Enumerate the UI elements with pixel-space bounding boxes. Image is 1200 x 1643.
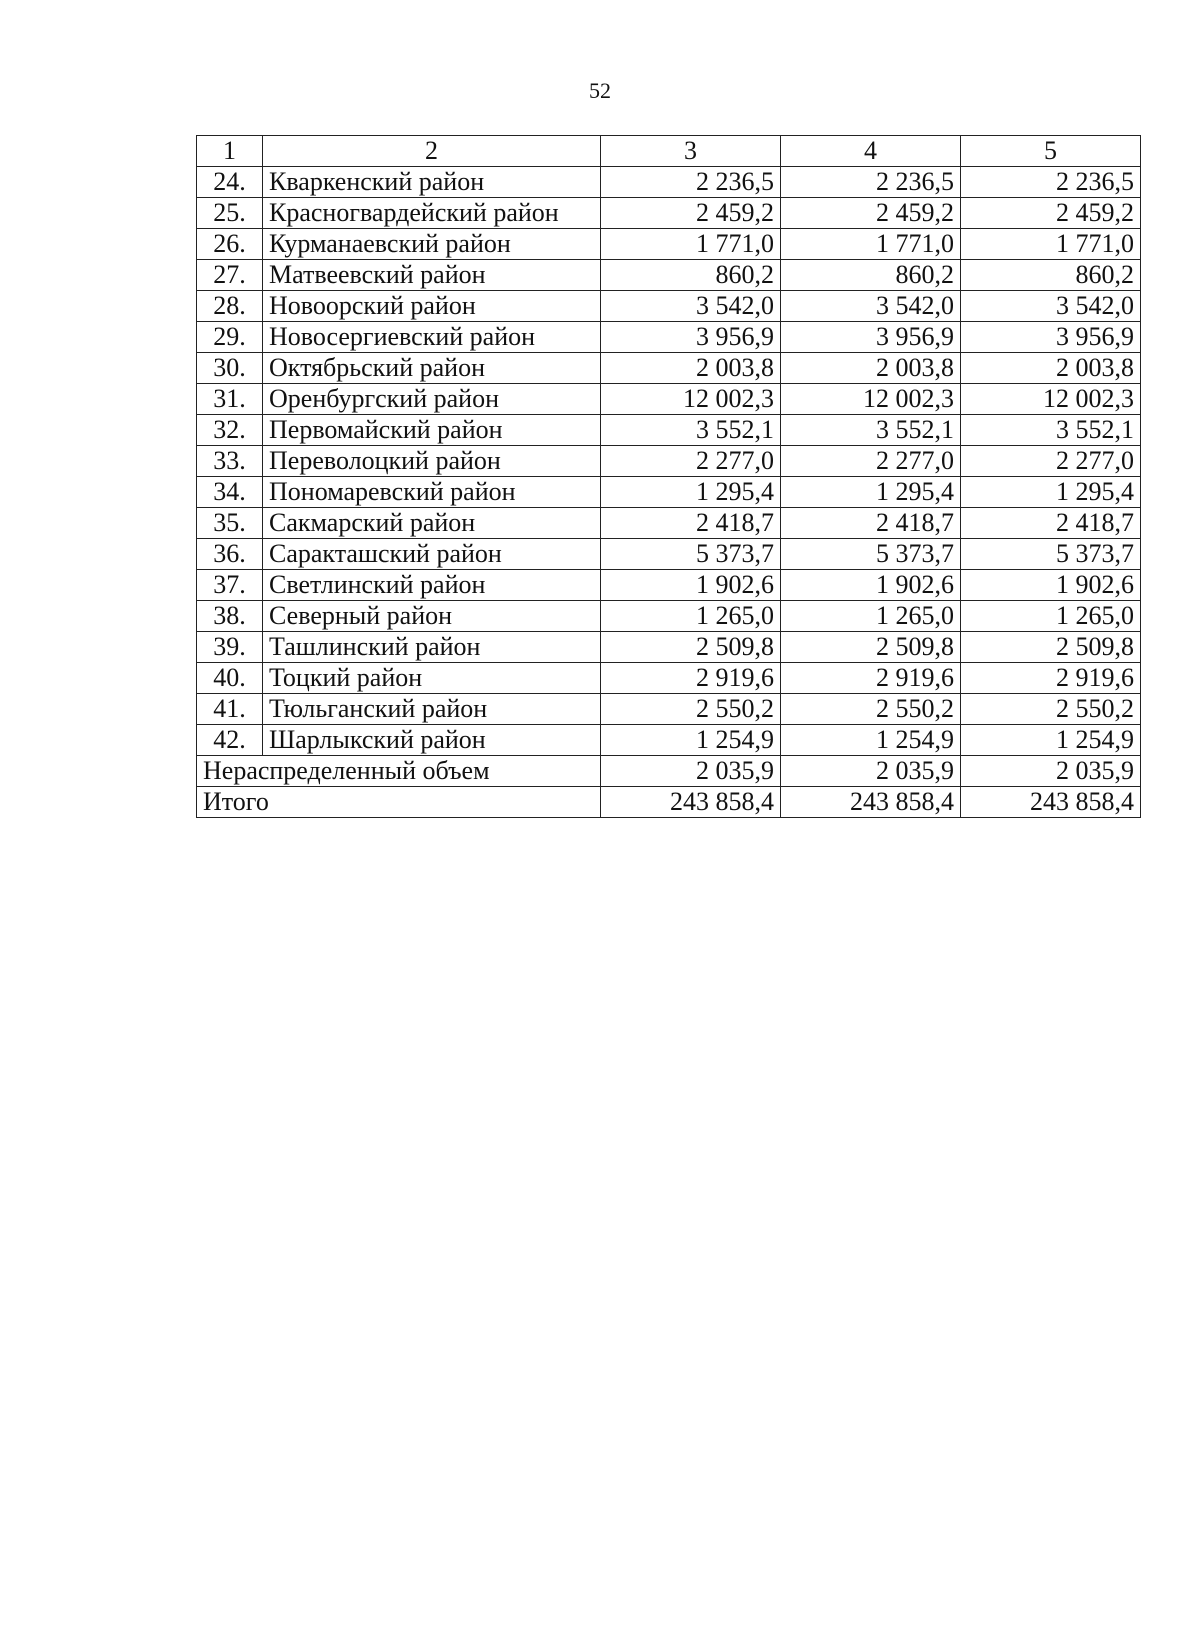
value-col-5: 243 858,4: [961, 787, 1141, 818]
value-col-5: 860,2: [961, 260, 1141, 291]
value-col-4: 1 295,4: [781, 477, 961, 508]
value-col-3: 2 919,6: [601, 663, 781, 694]
row-number: 36.: [197, 539, 263, 570]
table-row: [197, 694, 1141, 725]
district-name: Ташлинский район: [263, 632, 601, 663]
column-number-row: [197, 136, 1141, 167]
row-number: 26.: [197, 229, 263, 260]
value-col-5: 3 542,0: [961, 291, 1141, 322]
row-number: 38.: [197, 601, 263, 632]
row-number: 40.: [197, 663, 263, 694]
unallocated-label: Нераспределенный объем: [197, 756, 601, 787]
unallocated-row: [197, 756, 1141, 787]
row-number: 29.: [197, 322, 263, 353]
district-name: Оренбургский район: [263, 384, 601, 415]
value-col-4: 1 902,6: [781, 570, 961, 601]
value-col-4: 2 236,5: [781, 167, 961, 198]
value-col-3: 2 277,0: [601, 446, 781, 477]
value-col-5: 1 265,0: [961, 601, 1141, 632]
table-row: [197, 446, 1141, 477]
value-col-4: 2 459,2: [781, 198, 961, 229]
value-col-3: 3 552,1: [601, 415, 781, 446]
value-col-4: 2 919,6: [781, 663, 961, 694]
value-col-4: 1 265,0: [781, 601, 961, 632]
total-label: Итого: [197, 787, 601, 818]
table-row: [197, 415, 1141, 446]
value-col-3: 2 418,7: [601, 508, 781, 539]
value-col-4: 3 552,1: [781, 415, 961, 446]
value-col-3: 3 956,9: [601, 322, 781, 353]
value-col-5: 2 035,9: [961, 756, 1141, 787]
value-col-5: 2 236,5: [961, 167, 1141, 198]
table-row: [197, 477, 1141, 508]
value-col-3: 860,2: [601, 260, 781, 291]
table-row: [197, 353, 1141, 384]
table-row: [197, 198, 1141, 229]
value-col-5: 2 418,7: [961, 508, 1141, 539]
value-col-3: 1 254,9: [601, 725, 781, 756]
page-number: 52: [589, 78, 611, 103]
value-col-4: 860,2: [781, 260, 961, 291]
value-col-3: 2 236,5: [601, 167, 781, 198]
value-col-4: 2 277,0: [781, 446, 961, 477]
table-row: [197, 167, 1141, 198]
row-number: 25.: [197, 198, 263, 229]
district-name: Кваркенский район: [263, 167, 601, 198]
table-row: [197, 570, 1141, 601]
table-row: [197, 260, 1141, 291]
table-row: [197, 663, 1141, 694]
district-name: Новоорский район: [263, 291, 601, 322]
value-col-5: 3 956,9: [961, 322, 1141, 353]
row-number: 31.: [197, 384, 263, 415]
row-number: 41.: [197, 694, 263, 725]
value-col-5: 1 254,9: [961, 725, 1141, 756]
value-col-4: 3 542,0: [781, 291, 961, 322]
value-col-3: 12 002,3: [601, 384, 781, 415]
value-col-5: 2 277,0: [961, 446, 1141, 477]
value-col-3: 2 003,8: [601, 353, 781, 384]
value-col-4: 243 858,4: [781, 787, 961, 818]
value-col-4: 2 550,2: [781, 694, 961, 725]
table-row: [197, 539, 1141, 570]
value-col-5: 12 002,3: [961, 384, 1141, 415]
district-name: Переволоцкий район: [263, 446, 601, 477]
district-name: Новосергиевский район: [263, 322, 601, 353]
value-col-4: 2 003,8: [781, 353, 961, 384]
district-name: Матвеевский район: [263, 260, 601, 291]
district-name: Первомайский район: [263, 415, 601, 446]
value-col-4: 2 418,7: [781, 508, 961, 539]
table-row: [197, 725, 1141, 756]
table-row: [197, 632, 1141, 663]
value-col-4: 3 956,9: [781, 322, 961, 353]
row-number: 28.: [197, 291, 263, 322]
table-row: [197, 384, 1141, 415]
value-col-4: 2 035,9: [781, 756, 961, 787]
value-col-3: 243 858,4: [601, 787, 781, 818]
table-row: [197, 229, 1141, 260]
value-col-3: 2 459,2: [601, 198, 781, 229]
value-col-3: 1 902,6: [601, 570, 781, 601]
row-number: 32.: [197, 415, 263, 446]
value-col-3: 2 550,2: [601, 694, 781, 725]
district-name: Северный район: [263, 601, 601, 632]
row-number: 24.: [197, 167, 263, 198]
column-number-header: 5: [961, 136, 1141, 167]
column-number-header: 4: [781, 136, 961, 167]
value-col-5: 1 295,4: [961, 477, 1141, 508]
value-col-5: 3 552,1: [961, 415, 1141, 446]
table-row: [197, 601, 1141, 632]
district-name: Сакмарский район: [263, 508, 601, 539]
table-row: [197, 322, 1141, 353]
district-name: Саракташский район: [263, 539, 601, 570]
value-col-4: 1 771,0: [781, 229, 961, 260]
value-col-3: 2 509,8: [601, 632, 781, 663]
value-col-3: 1 771,0: [601, 229, 781, 260]
district-name: Тюльганский район: [263, 694, 601, 725]
value-col-5: 1 771,0: [961, 229, 1141, 260]
column-number-header: 3: [601, 136, 781, 167]
value-col-3: 2 035,9: [601, 756, 781, 787]
column-number-header: 2: [263, 136, 601, 167]
value-col-4: 2 509,8: [781, 632, 961, 663]
district-name: Курманаевский район: [263, 229, 601, 260]
value-col-3: 3 542,0: [601, 291, 781, 322]
table-row: [197, 508, 1141, 539]
row-number: 27.: [197, 260, 263, 291]
value-col-4: 12 002,3: [781, 384, 961, 415]
value-col-4: 5 373,7: [781, 539, 961, 570]
value-col-5: 1 902,6: [961, 570, 1141, 601]
row-number: 37.: [197, 570, 263, 601]
value-col-5: 2 919,6: [961, 663, 1141, 694]
table-body: [197, 136, 1141, 818]
district-name: Светлинский район: [263, 570, 601, 601]
row-number: 42.: [197, 725, 263, 756]
district-name: Тоцкий район: [263, 663, 601, 694]
column-number-header: 1: [197, 136, 263, 167]
district-allocation-table: [196, 135, 1141, 818]
value-col-3: 1 295,4: [601, 477, 781, 508]
row-number: 33.: [197, 446, 263, 477]
district-name: Красногвардейский район: [263, 198, 601, 229]
value-col-4: 1 254,9: [781, 725, 961, 756]
total-row: [197, 787, 1141, 818]
value-col-5: 5 373,7: [961, 539, 1141, 570]
table-row: [197, 291, 1141, 322]
value-col-3: 1 265,0: [601, 601, 781, 632]
value-col-5: 2 459,2: [961, 198, 1141, 229]
row-number: 34.: [197, 477, 263, 508]
value-col-5: 2 003,8: [961, 353, 1141, 384]
row-number: 39.: [197, 632, 263, 663]
row-number: 35.: [197, 508, 263, 539]
value-col-3: 5 373,7: [601, 539, 781, 570]
value-col-5: 2 509,8: [961, 632, 1141, 663]
district-name: Пономаревский район: [263, 477, 601, 508]
district-name: Шарлыкский район: [263, 725, 601, 756]
value-col-5: 2 550,2: [961, 694, 1141, 725]
district-name: Октябрьский район: [263, 353, 601, 384]
row-number: 30.: [197, 353, 263, 384]
